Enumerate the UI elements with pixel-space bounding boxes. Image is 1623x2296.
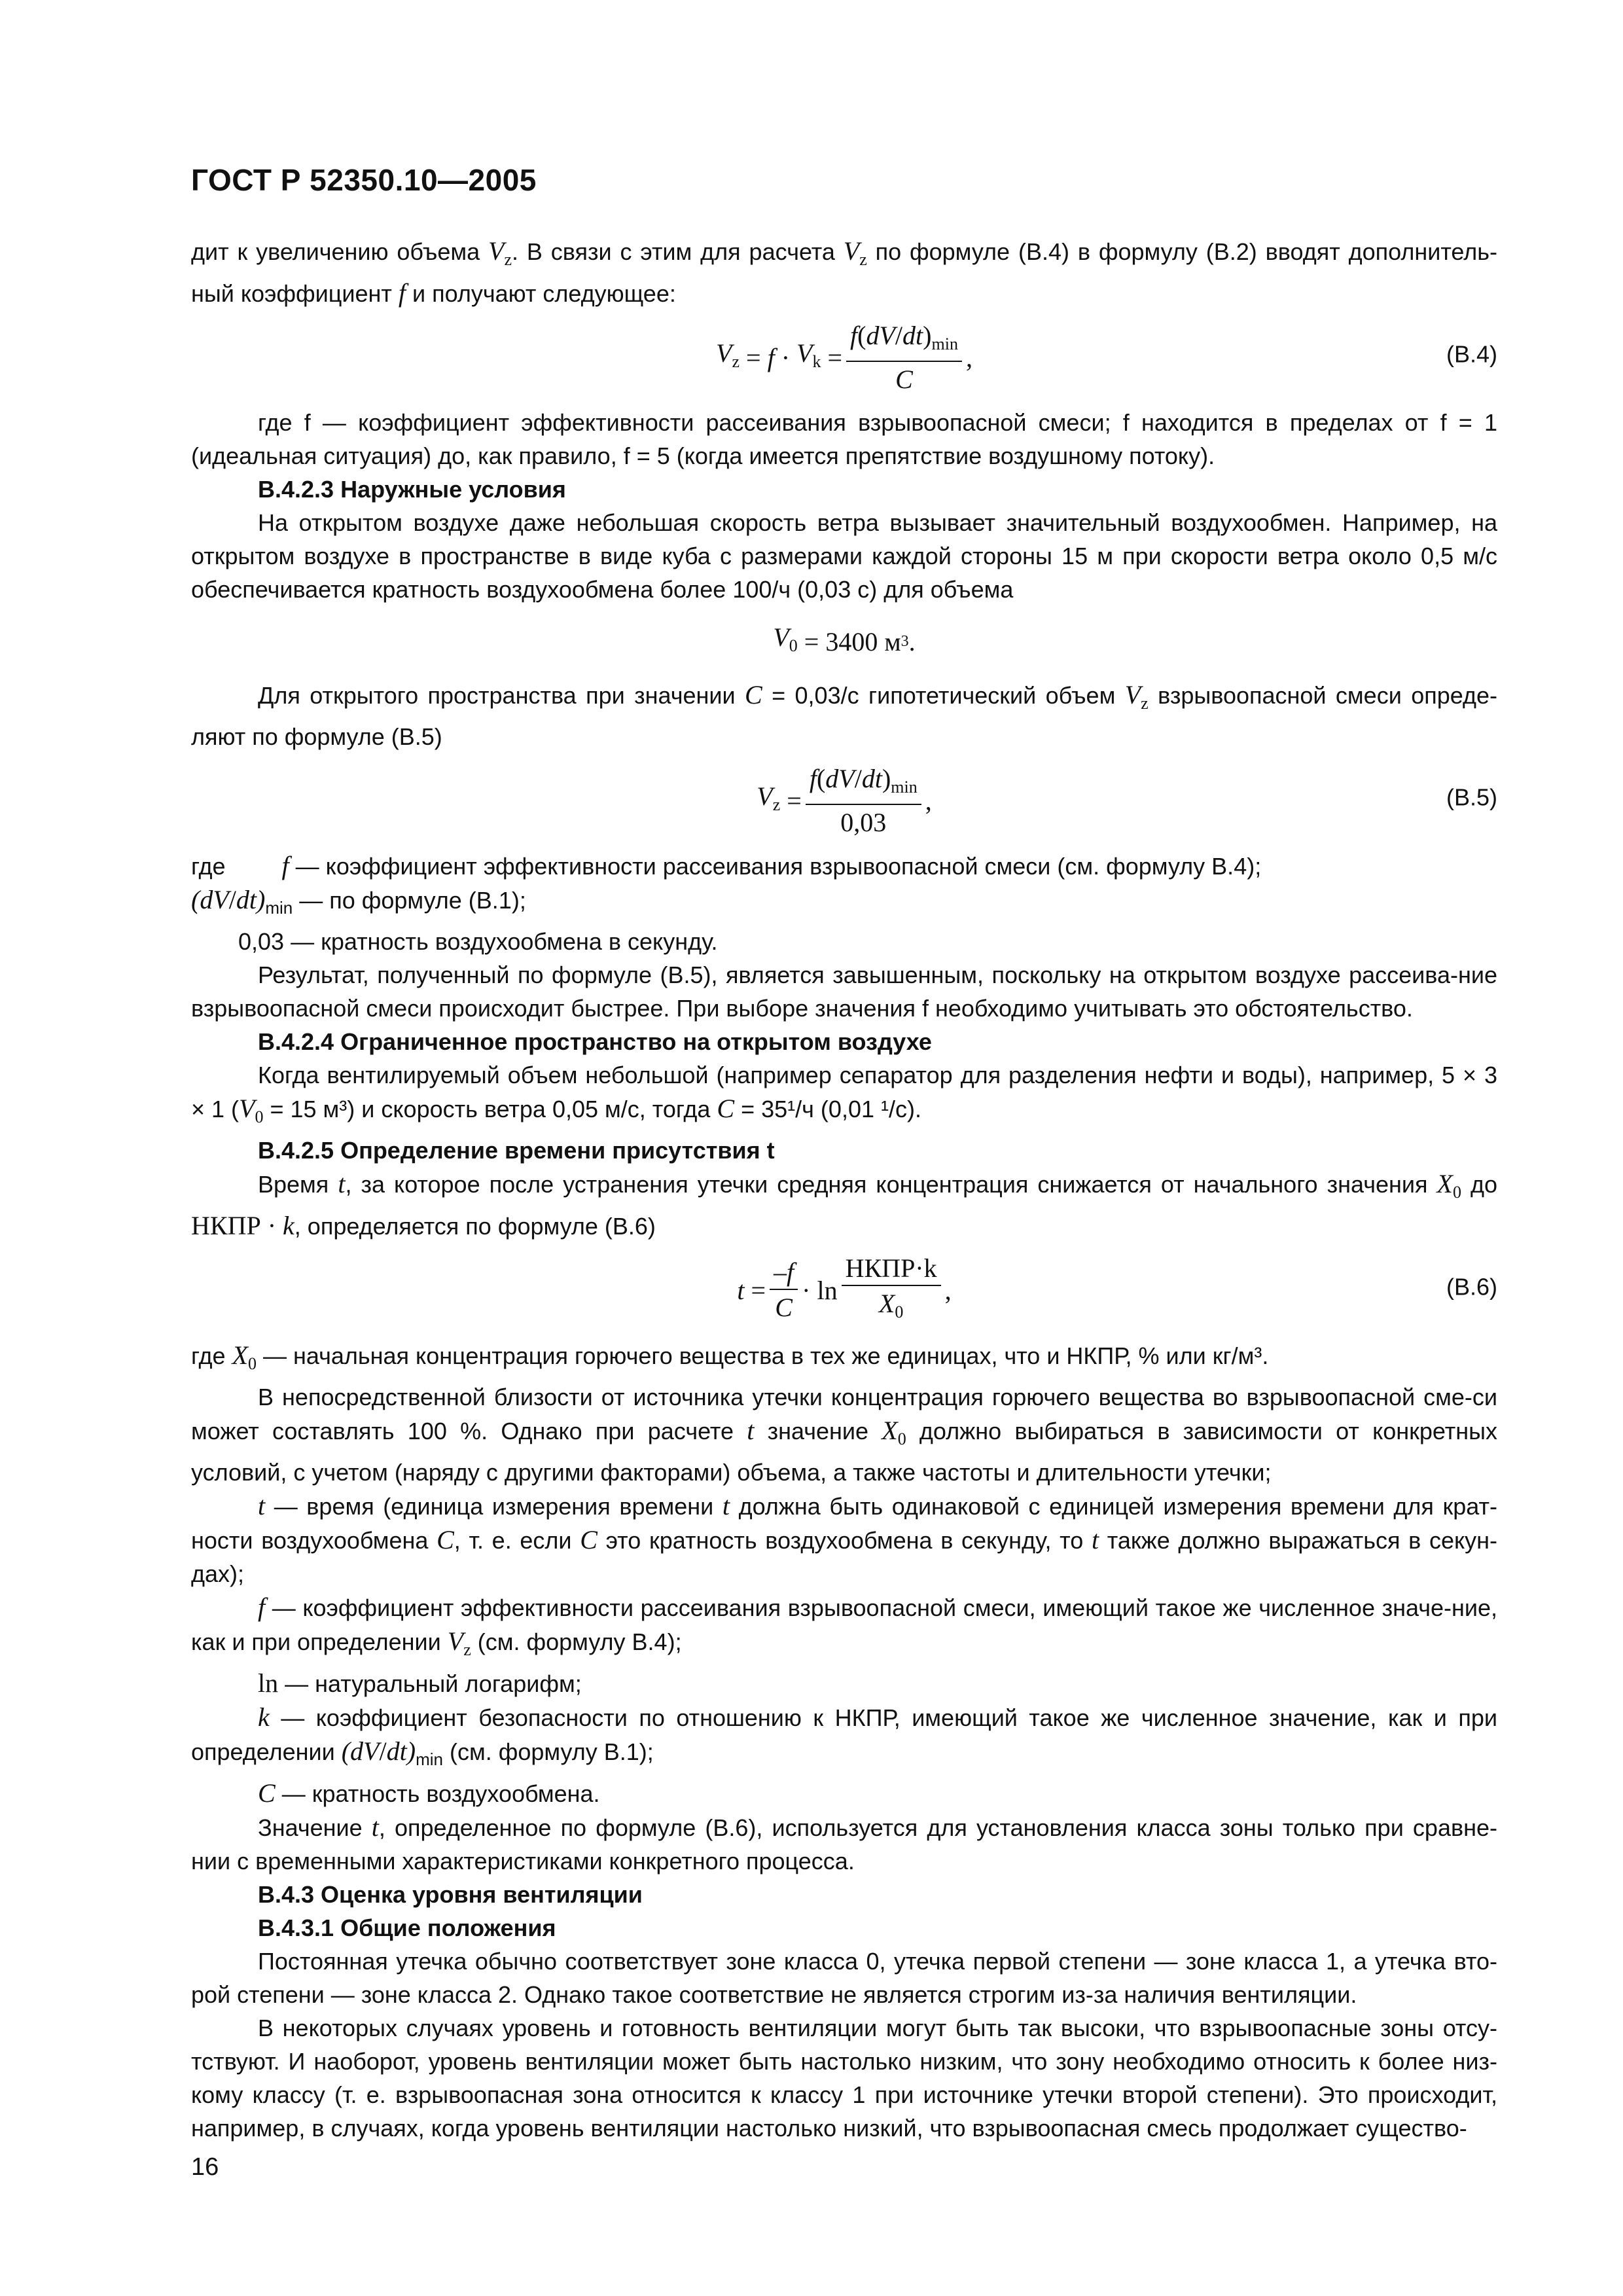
definition-k: k — коэффициент безопасности по отношению к НКПР, имеющий такое же численное значение, как и при определении $(dV/dt)_{min}$ (см. формулу В.1); (191, 1702, 1497, 1769)
formula-b4: $V_z$ = f · $V_k$ = $\frac{f(dV/dt)_{min}}{C}$ , (В.4) (716, 320, 1497, 394)
definition-x0: где $X_0$ — начальная концентрация горючего вещества в тех же единицах, что и НКПР, % или кг/м³. (191, 1340, 1269, 1373)
paragraph: Значение t, определенное по формуле (В.6), используется для установления класса зоны только при сравне-нии с временными характеристиками конкретного процесса. (191, 1812, 1497, 1874)
definition-f: где f — коэффициент эффективности рассеивания взрывоопасной смеси (см. формулу В.4); (191, 851, 1262, 880)
paragraph: В непосредственной близости от источника утечки концентрация горючего вещества во взрывоопасной сме-си может составлять 100 %. Однако при расчете t значение $X_0$ должно выбираться в зависимости от конкретных условий, с учетом (наряду с другими факторами) объема, а также частоты и длительности утечки; (191, 1384, 1497, 1486)
section-heading: В.4.2.4 Ограниченное пространство на открытом воздухе (258, 1028, 932, 1055)
equation-number: (В.6) (1446, 1273, 1497, 1300)
formula-b6: t = $\frac{-f}{C}$ · ln $\frac{\text{НКПР·k}}{X_0}$ , (В.6) (737, 1253, 1497, 1322)
paragraph-intro: дит к увеличению объема $V_z$. В связи с этим для расчета $V_z$ по формуле (В.4) в формулу (В.2) вводят дополнитель-ный коэффициент f и получают следующее: (191, 236, 1497, 308)
document-body (191, 234, 1497, 2145)
definition-c2: C — кратность воздухообмена. (258, 1778, 600, 1808)
paragraph: Для открытого пространства при значении C = 0,03/с гипотетический объем $V_z$ взрывоопасной смеси опреде-ляют по формуле (В.5) (191, 680, 1497, 750)
paragraph: где f — коэффициент эффективности рассеивания взрывоопасной смеси; f находится в пределах от f = 1 (идеальная ситуация) до, как правило, f = 5 (когда имеется препятствие воздушному потоку). (191, 409, 1497, 469)
paragraph: Результат, полученный по формуле (В.5), является завышенным, поскольку на открытом воздухе рассеива-ние взрывоопасной смеси происходит быстрее. При выборе значения f необходимо учитывать это обстоятельство. (191, 961, 1497, 1022)
equation-number: (В.4) (1446, 340, 1497, 368)
paragraph: Когда вентилируемый объем небольшой (например сепаратор для разделения нефти и воды), например, 5 × 3 × 1 ($V_0 = 15$ м³) и скорость ветра 0,05 м/с, тогда C = 35¹/ч (0,01 ¹/с). (191, 1062, 1497, 1126)
section-heading: В.4.3.1 Общие положения (258, 1914, 556, 1941)
paragraph: Время t, за которое после устранения утечки средняя концентрация снижается от начального значения $X_0$ до НКПР · k, определяется по формуле (В.6) (191, 1169, 1497, 1240)
document-header: ГОСТ Р 52350.10—2005 (191, 163, 537, 197)
formula-v0: $V_0$ = 3400 м 3 . (773, 622, 916, 656)
definition-dvdt: $(dV/dt)_{min}$ — по формуле (В.1); (191, 885, 526, 918)
paragraph: На открытом воздухе даже небольшая скорость ветра вызывает значительный воздухообмен. Например, на открытом воздухе в пространстве в виде куба с размерами каждой стороны 15 м при скорости ветра около 0,5 м/с обеспечивается кратность воздухообмена более 100/ч (0,03 с) для объема (191, 509, 1497, 603)
section-heading: В.4.3 Оценка уровня вентиляции (258, 1881, 643, 1908)
section-heading: В.4.2.3 Наружные условия (258, 476, 566, 503)
definition-f2: f — коэффициент эффективности рассеивания взрывоопасной смеси, имеющий такое же численное значе-ние, как и при определении $V_z$ (см. формулу В.4); (191, 1592, 1497, 1659)
section-heading: В.4.2.5 Определение времени присутствия t (258, 1137, 775, 1164)
definition-ln: ln — натуральный логарифм; (258, 1668, 582, 1698)
definition-c: 0,03 — кратность воздухообмена в секунду. (238, 928, 718, 955)
paragraph: В некоторых случаях уровень и готовность вентиляции могут быть так высоки, что взрывоопасные зоны отсу-тствуют. И наоборот, уровень вентиляции может быть настолько низким, что зону необходимо относить к более низ-кому классу (т. е. взрывоопасная зона относится к классу 1 при источнике утечки второй степени). Это происходит, например, в случаях, когда уровень вентиляции настолько низкий, что взрывоопасная смесь продолжает существо- (191, 2015, 1497, 2142)
paragraph: Постоянная утечка обычно соответствует зоне класса 0, утечка первой степени — зоне класса 1, а утечка вто-рой степени — зоне класса 2. Однако такое соответствие не является строгим из-за наличия вентиляции. (191, 1948, 1497, 2008)
page-number: 16 (191, 2153, 219, 2181)
definition-t: t — время (единица измерения времени t должна быть одинаковой с единицей измерения времени для крат-ности воздухообмена C, т. е. если C это кратность воздухообмена в секунду, то t также должно выражаться в секун-дах); (191, 1491, 1498, 1587)
formula-b5: $V_z$ = $\frac{f(dV/dt)_{min}}{0,03}$ , (В.5) (757, 763, 1497, 837)
equation-number: (В.5) (1446, 783, 1497, 811)
